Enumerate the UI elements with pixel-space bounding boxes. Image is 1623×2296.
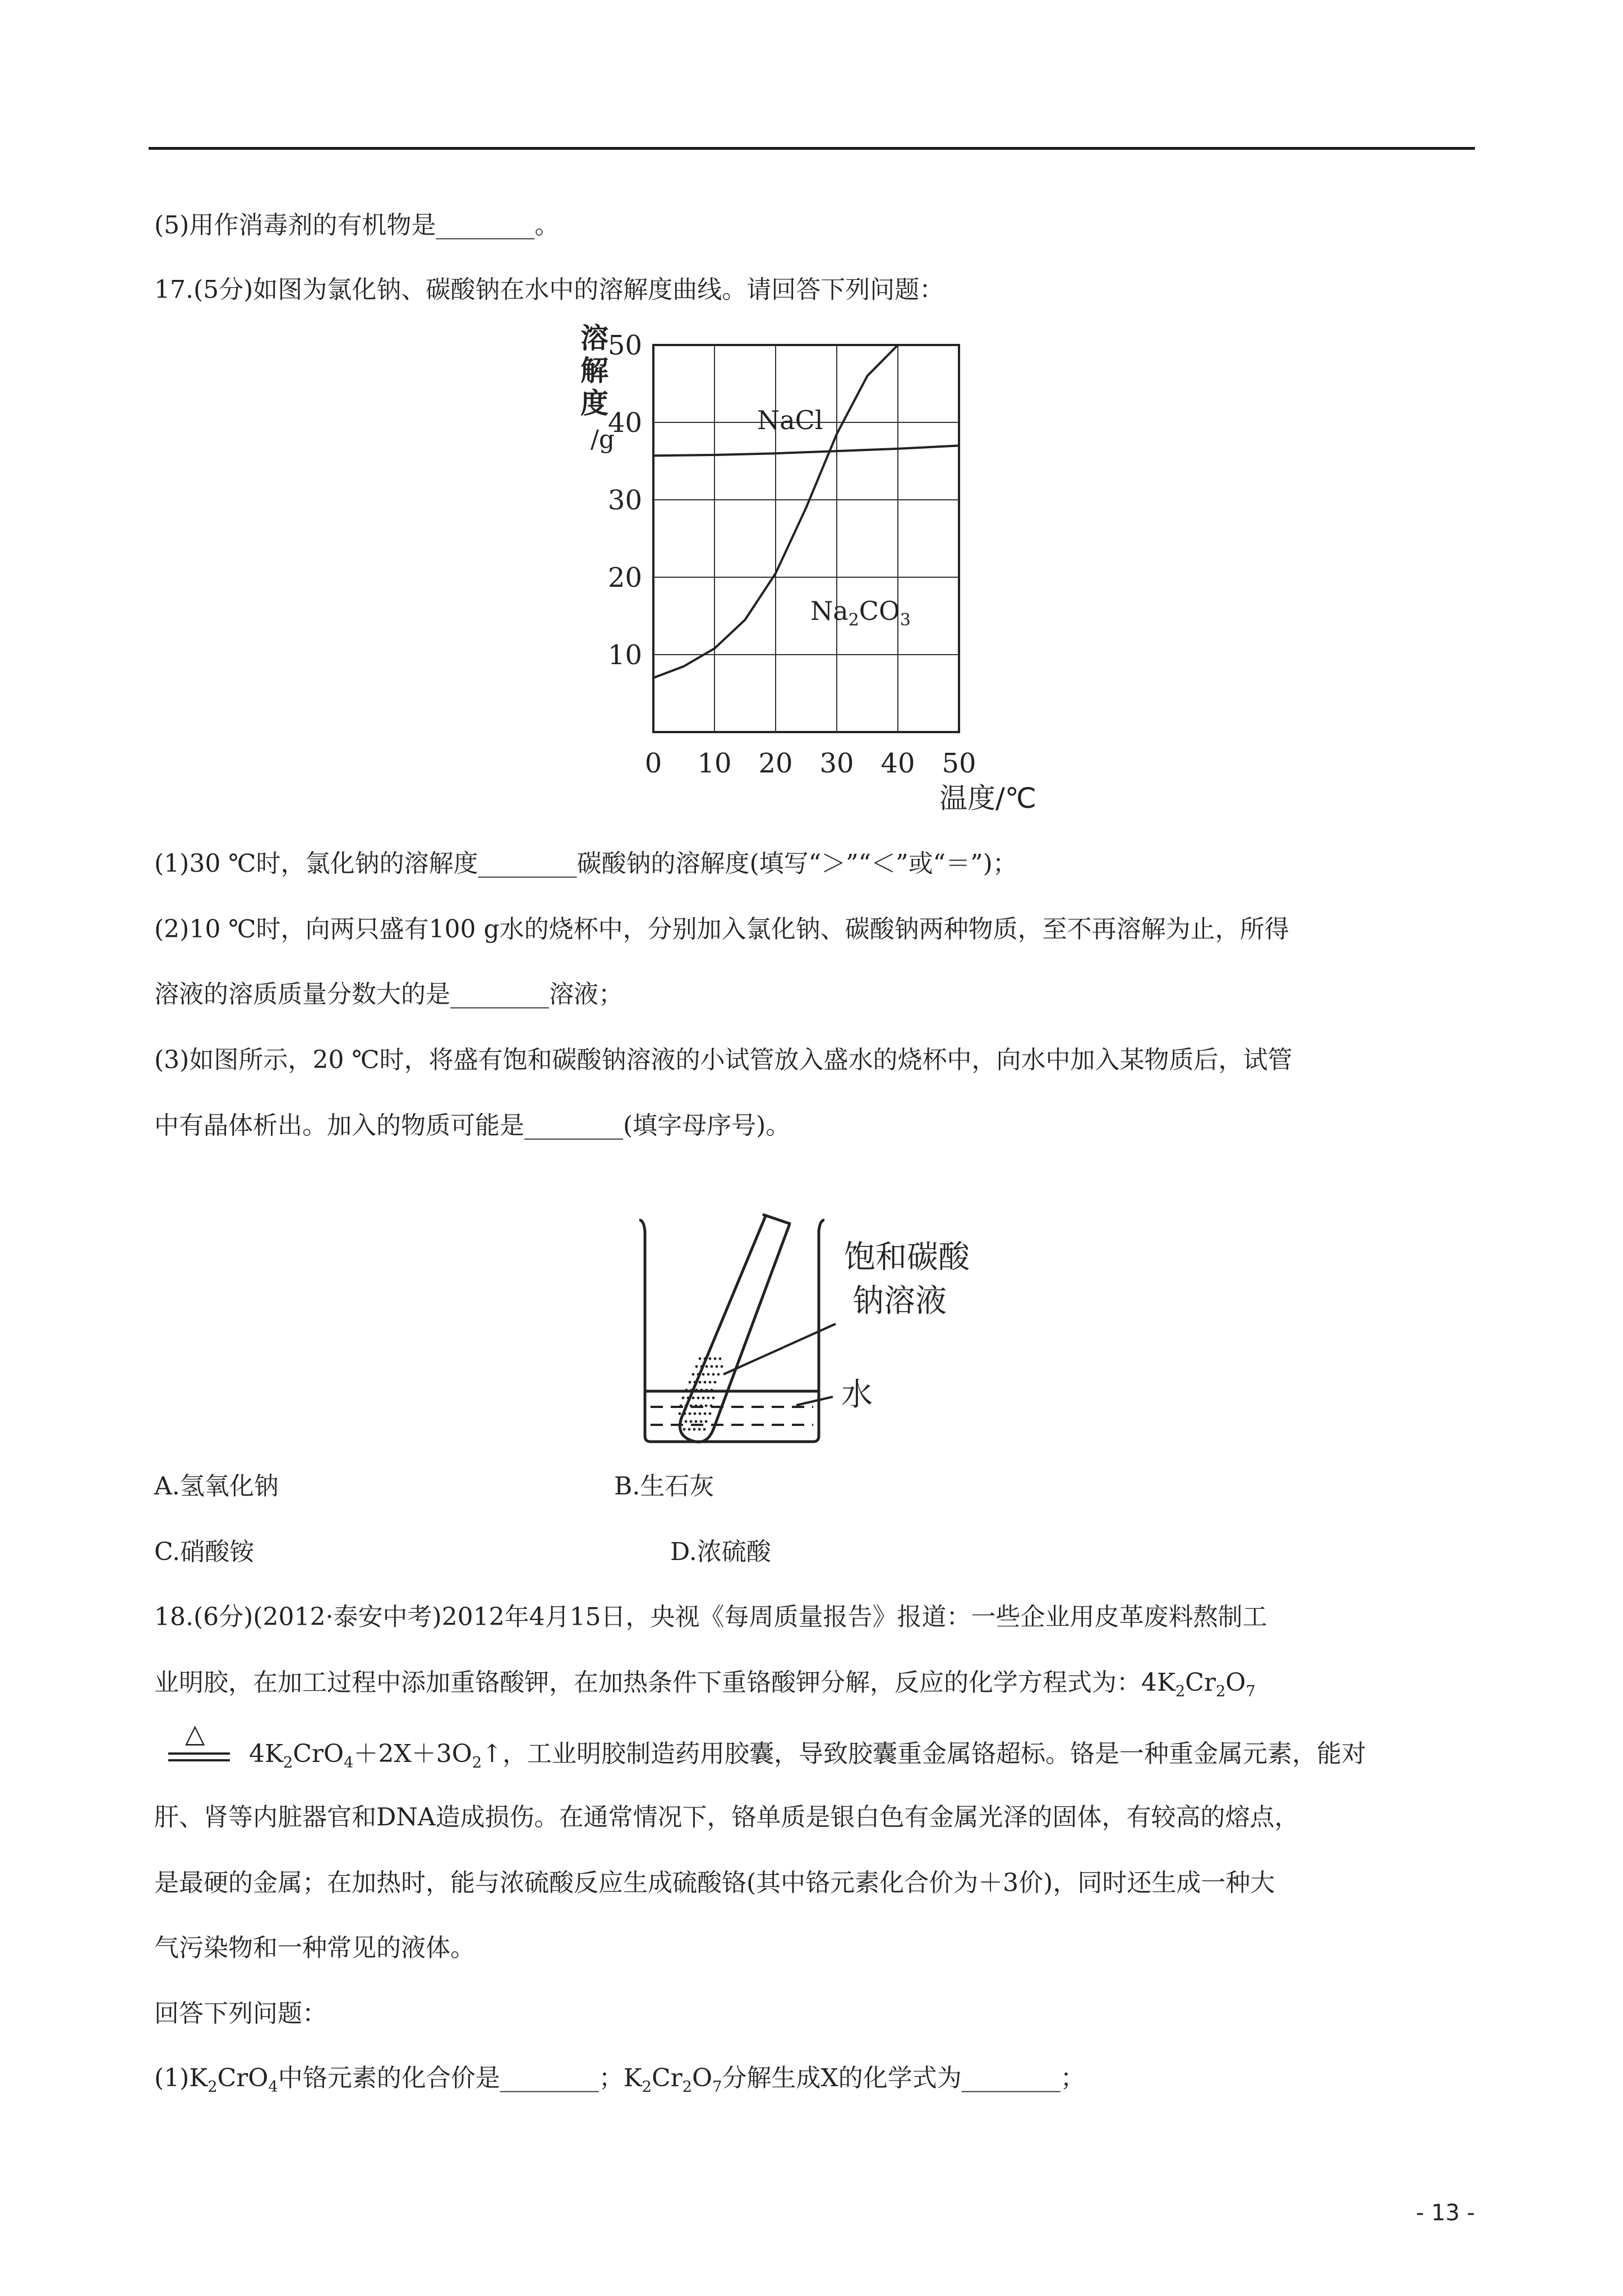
solution-dot [680,1405,683,1407]
series-label-nacl: NaCl [757,405,823,435]
solution-dot [699,1412,702,1415]
solution-dot [699,1381,702,1384]
label-solution-line1: 饱和碳酸 [844,1239,970,1276]
solution-dot [695,1420,698,1423]
solution-dot [707,1397,710,1400]
x-tick-label: 40 [880,748,915,779]
solution-dot [683,1428,686,1431]
tube-rim [763,1214,791,1224]
series-line-0 [653,445,959,455]
solution-dot [719,1358,722,1360]
q18-b-text: 业明胶，在加工过程中添加重铬酸钾，在加热条件下重铬酸钾分解，反应的化学方程式为： [154,1668,1141,1697]
question-18-b [154,1666,1256,1700]
solution-dot [709,1381,712,1384]
option-a: A.氢氧化钠 [154,1472,279,1501]
solution-dot [704,1358,707,1360]
solution-dot [685,1420,688,1423]
question-18-d: 肝、肾等内脏器官和DNA造成损伤。在通常情况下，铬单质是银白色有金属光泽的固体，有较高的熔点， [154,1803,1299,1832]
option-b: B.生石灰 [614,1472,714,1501]
solution-dot [697,1397,700,1400]
solution-dot [700,1389,703,1392]
leader-line-water [796,1397,833,1405]
option-c: C.硝酸铵 [154,1538,255,1566]
solution-dot [695,1365,698,1368]
ylabel-char-3: 度 [580,387,608,420]
heat-equals-sign [168,1718,230,1773]
solution-dot [712,1373,715,1376]
solution-dot [704,1412,707,1415]
solution-dot [685,1389,688,1392]
heat-triangle-icon: △ [185,1718,205,1749]
page-number: - 13 - [1415,2200,1475,2226]
solution-dot [711,1365,713,1368]
solution-dot [694,1381,697,1384]
solution-dot [695,1405,698,1407]
solution-dot [707,1373,710,1376]
series-label-na2co3: $Na_2CO_3$ [810,596,911,630]
label-water: 水 [841,1377,873,1413]
solution-dot [706,1365,708,1368]
solution-dot [694,1412,697,1415]
solution-dot [684,1412,686,1415]
header-rule [149,147,1475,150]
solution-dot [711,1389,713,1392]
chart-ticks [608,330,976,779]
q18-c-text: ，工业明胶制造药用胶囊，导致胶囊重金属铬超标。铬是一种重金属元素，能对 [502,1740,1366,1768]
question-16-5: (5)用作消毒剂的有机物是________。 [154,211,560,240]
solution-dot [702,1373,705,1376]
test-tube [680,1216,790,1442]
solution-dot [698,1428,701,1431]
solution-dot [703,1428,706,1431]
solution-dot [679,1412,681,1415]
plot-frame [653,345,959,732]
x-tick-label: 30 [819,748,854,779]
solution-dot [689,1381,691,1384]
solution-dot [688,1428,691,1431]
label-solution-line2: 钠溶液 [852,1283,947,1319]
solution-dot [692,1373,695,1376]
solution-dot [710,1405,713,1407]
solution-dot [697,1373,700,1376]
question-18-e: 是最硬的金属；在加热时，能与浓硫酸反应生成硫酸铬(其中铬元素化合价为＋3价)，同时还生成一种大 [154,1869,1275,1897]
option-d: D.浓硫酸 [670,1538,771,1566]
solution-dot [692,1397,695,1400]
ylabel-unit: /g [591,425,615,454]
y-tick-label: 40 [607,407,642,439]
question-17-1: (1)30 ℃时，氯化钠的溶解度________碳酸钠的溶解度(填写“＞”“＜”或“＝”)； [154,849,1017,878]
solution-dot [714,1381,717,1384]
solution-dot [690,1389,693,1392]
solution-dot [695,1389,698,1392]
solution-dot [706,1389,708,1392]
solution-dot [690,1420,693,1423]
solution-dot [700,1365,703,1368]
solution-dot [716,1365,718,1368]
equation-rhs: $4K_2CrO_4+2X+3O_2↑$ [249,1740,502,1772]
solution-dot [705,1405,708,1407]
y-tick-label: 10 [607,639,642,671]
question-18-f: 气污染物和一种常见的液体。 [154,1934,475,1962]
question-17-3b: 中有晶体析出。加入的物质可能是________(填字母序号)。 [154,1111,791,1140]
solution-dot [704,1381,707,1384]
water-dashes [651,1407,813,1425]
y-tick-label: 20 [607,562,642,593]
solution-dot [699,1358,702,1360]
solution-dot [700,1405,703,1407]
question-18-1: $(1)K_2CrO_4$中铬元素的化合价是________；$K_2Cr_2O_7$分解生成X的化学式为________； [154,2064,1085,2096]
equation-lhs: $4K_2Cr_2O_7$ [1141,1668,1256,1700]
formula-k2cro4: $K_2CrO_4$ [189,2064,278,2096]
question-18-c [168,1718,1366,1773]
beaker-outline [639,1220,824,1442]
solubility-chart [558,320,1063,825]
solution-dot [705,1420,708,1423]
solution-dot [714,1358,717,1360]
ylabel-char-1: 溶 [580,322,608,355]
x-tick-label: 20 [758,748,793,779]
solution-dot [693,1428,696,1431]
x-tick-label: 10 [697,748,732,779]
chart-grid [653,345,959,732]
beaker-testtube-figure [628,1212,1077,1453]
solution-dot [690,1405,693,1407]
solution-dot [712,1397,715,1400]
solution-dot [687,1397,690,1400]
question-17-2a: (2)10 ℃时，向两只盛有100 g水的烧杯中，分别加入氯化钠、碳酸钠两种物质，至不再溶解为止，所得 [154,915,1289,944]
solution-dot [685,1405,688,1407]
solution-dot [717,1373,720,1376]
question-17-2b: 溶液的溶质质量分数大的是________溶液； [154,980,623,1009]
solution-dot [700,1420,703,1423]
solution-dot [689,1412,691,1415]
question-18-g: 回答下列问题： [154,1999,327,2028]
x-axis-label: 温度/℃ [939,782,1036,815]
solution-dot [682,1397,685,1400]
question-17-title: 17.(5分)如图为氯化钠、碳酸钠在水中的溶解度曲线。请回答下列问题： [154,275,944,304]
chart-series [653,345,959,678]
question-18-a: 18.(6分)(2012·泰安中考)2012年4月15日，央视《每周质量报告》报道：一些企业用皮革废料熬制工 [154,1603,1267,1631]
y-tick-label: 30 [607,485,642,516]
solution-dot [709,1358,712,1360]
solution-dot [702,1397,705,1400]
x-tick-label: 50 [942,748,976,779]
ylabel-char-2: 解 [580,355,608,387]
question-17-3a: (3)如图所示，20 ℃时，将盛有饱和碳酸钠溶液的小试管放入盛水的烧杯中，向水中加入某物质后，试管 [154,1046,1293,1074]
formula-k2cr2o7: $K_2Cr_2O_7$ [623,2064,722,2096]
x-tick-label: 0 [644,748,662,779]
solution-dot [721,1365,723,1368]
solution-dot [680,1420,683,1423]
solution-dot [709,1412,712,1415]
y-tick-label: 50 [607,330,642,361]
